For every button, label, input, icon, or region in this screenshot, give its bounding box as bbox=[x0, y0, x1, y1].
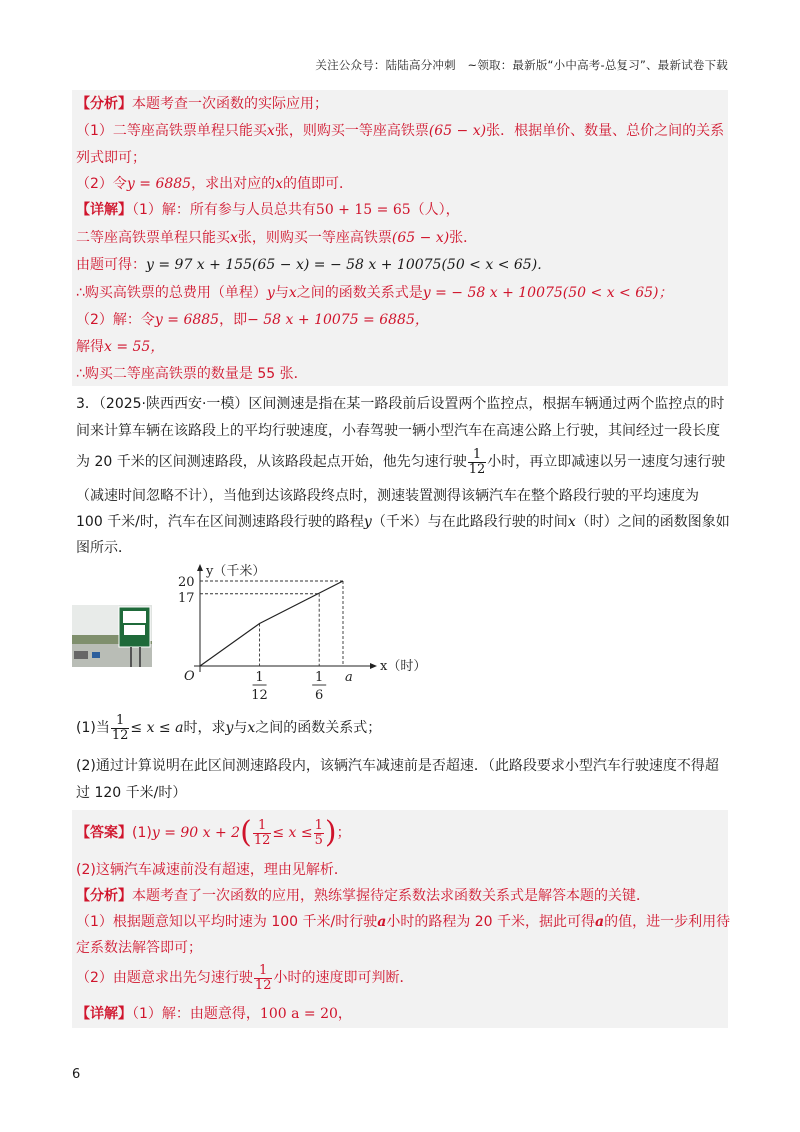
page-number: 6 bbox=[72, 1067, 81, 1082]
num: 1 bbox=[314, 817, 323, 833]
page-header: 关注公众号：陆陆高分冲刺 ~领取：最新版“小中高考-总复习”、最新试卷下载 bbox=[315, 58, 728, 72]
equation: − 58 x + 10075 = 6885， bbox=[247, 312, 429, 328]
text: (2)这辆汽车减速前没有超速，理由见解析． bbox=[76, 862, 348, 878]
distance-time-graph bbox=[170, 560, 427, 705]
text: 张，则购买一等座高铁票 bbox=[274, 123, 429, 139]
den: 12 bbox=[254, 977, 272, 993]
q3-sub1 bbox=[76, 712, 381, 744]
y-tick-20: 20 bbox=[178, 575, 195, 590]
y-tick-17: 17 bbox=[178, 590, 195, 606]
answer-line-2 bbox=[76, 860, 348, 880]
analysis-tag: 【分析】 bbox=[76, 888, 132, 904]
var-a: a bbox=[377, 914, 387, 930]
text: （人）， bbox=[410, 202, 460, 218]
text: 由题可得： bbox=[76, 257, 146, 273]
num: 1 bbox=[253, 819, 272, 834]
q3-sub2-cont bbox=[76, 783, 186, 803]
q3-line-5 bbox=[76, 512, 730, 532]
road-sign-photo bbox=[72, 605, 152, 667]
detail-line-4 bbox=[76, 283, 673, 303]
text: （2）由题意求出先匀速行驶 bbox=[76, 970, 253, 986]
analysis-line bbox=[76, 94, 328, 114]
answer-tag: 【答案】 bbox=[76, 825, 132, 841]
text: 小时的路程为 20 千米，据此可得 bbox=[386, 914, 596, 930]
text: 之间的函数关系式是 bbox=[296, 285, 423, 301]
var-y: y bbox=[363, 514, 372, 530]
text: （1）二等座高铁票单程只能买 bbox=[76, 123, 267, 139]
paren-open: ( bbox=[240, 815, 252, 850]
analysis-text: 本题考查一次函数的实际应用； bbox=[132, 96, 328, 112]
text: (1)当 bbox=[76, 720, 110, 736]
text: 二等座高铁票单程只能买 bbox=[76, 230, 230, 246]
equation: 100 a = 20， bbox=[259, 1006, 352, 1022]
expr: x = 55， bbox=[104, 339, 165, 355]
expr: y = 6885 bbox=[126, 176, 192, 192]
y-axis-label: y（千米） bbox=[206, 564, 266, 579]
var-x: x bbox=[266, 123, 275, 139]
x-tick-1-12-den: 12 bbox=[251, 688, 268, 703]
var-x: x bbox=[567, 514, 576, 530]
text: 张．根据单价、数量、总价之间的关系 bbox=[486, 123, 725, 139]
var-a: a bbox=[595, 914, 605, 930]
detail-line-2 bbox=[76, 228, 477, 248]
text: 列式即可； bbox=[76, 150, 146, 166]
text: （千米）与在此路段行驶的时间 bbox=[371, 514, 568, 530]
x-axis-label: x（时） bbox=[380, 659, 427, 674]
den: 5 bbox=[314, 832, 323, 848]
detail-tag: 【详解】 bbox=[76, 1006, 132, 1022]
expr: (65 − x) bbox=[428, 123, 487, 139]
text: 为 20 千米的区间测速路段，从该路段起点开始，他先匀速行驶 bbox=[76, 454, 467, 470]
text: （2）解：令 bbox=[76, 312, 155, 328]
fraction-1-12 bbox=[468, 448, 487, 477]
analysis-p1-cont bbox=[76, 148, 146, 168]
inequality: ≤ x ≤ bbox=[272, 825, 313, 841]
text: 之间的函数关系式； bbox=[255, 720, 382, 736]
fraction-1-5 bbox=[314, 819, 324, 848]
var-x: x bbox=[247, 720, 256, 736]
detail-line-3 bbox=[76, 255, 551, 275]
text: 的值即可． bbox=[283, 176, 353, 192]
text: 小时的速度即可判断． bbox=[273, 970, 414, 986]
analysis2-p2 bbox=[76, 962, 413, 994]
text: 时，求 bbox=[183, 720, 226, 736]
num: 1 bbox=[468, 448, 487, 463]
text: 100 千米/时，汽车在区间测速路段行驶的路程 bbox=[76, 514, 364, 530]
origin-label: O bbox=[184, 669, 195, 684]
text: （1）解：由题意得， bbox=[132, 1006, 260, 1022]
expr: 50 + 15 = 65 bbox=[315, 202, 411, 218]
var-x: x bbox=[230, 230, 238, 246]
var-x: x bbox=[288, 285, 297, 301]
analysis-p2 bbox=[76, 174, 353, 194]
q3-line-3 bbox=[76, 446, 725, 478]
analysis2-p1 bbox=[76, 912, 730, 932]
analysis2-line bbox=[76, 886, 650, 906]
text: 与 bbox=[233, 720, 248, 736]
analysis-tag: 【分析】 bbox=[76, 96, 132, 112]
text: 与 bbox=[274, 285, 289, 301]
text: （1）解：所有参与人员总共有 bbox=[132, 202, 316, 218]
detail2-line bbox=[76, 1004, 352, 1024]
analysis2-p1-cont bbox=[76, 938, 202, 958]
y-axis-arrow bbox=[197, 564, 203, 571]
x-tick-1-6-num: 1 bbox=[315, 670, 324, 685]
q3-line-2 bbox=[76, 421, 720, 441]
paren-close: ) bbox=[324, 815, 337, 850]
detail-tag: 【详解】 bbox=[76, 202, 132, 218]
text: ∴购买高铁票的总费用（单程） bbox=[76, 285, 267, 301]
text: ，即 bbox=[219, 312, 248, 328]
text: 本题考查了一次函数的应用，熟练掌握待定系数法求函数关系式是解答本题的关键． bbox=[132, 888, 650, 904]
text: 图所示． bbox=[76, 540, 132, 556]
text: 的值，进一步利用待 bbox=[604, 914, 731, 930]
equation: y = − 58 x + 10075(50 < x < 65)； bbox=[422, 285, 673, 301]
x-tick-1-6-den: 6 bbox=[315, 688, 324, 703]
text: （2）令 bbox=[76, 176, 127, 192]
equation: y = 90 x + 2 bbox=[151, 825, 241, 841]
fraction-1-12 bbox=[111, 714, 130, 743]
analysis-p1 bbox=[76, 121, 724, 141]
text: 张，则购买一等座高铁票 bbox=[237, 230, 392, 246]
text: (2)通过计算说明在此区间测速路段内，该辆汽车减速前是否超速．（此路段要求小型汽车行驶速度不得超 bbox=[76, 758, 719, 774]
text: （时）之间的函数图象如 bbox=[575, 514, 730, 530]
text: ，求出对应的 bbox=[191, 176, 276, 192]
text: 3．（2025·陕西西安·一模）区间测速是指在某一路段前后设置两个监控点，根据车辆通过两个监控点的时 bbox=[76, 396, 725, 412]
fraction-1-12 bbox=[253, 819, 272, 848]
text: (1) bbox=[132, 825, 152, 841]
var-y: y bbox=[225, 720, 234, 736]
x-tick-1-12-num: 1 bbox=[255, 670, 264, 685]
text: 过 120 千米/时） bbox=[76, 785, 187, 801]
text: ∴购买二等座高铁票的数量是 55 张． bbox=[76, 366, 308, 382]
q3-sub2 bbox=[76, 756, 719, 776]
x-tick-a: a bbox=[345, 670, 353, 685]
text: 解得 bbox=[76, 339, 104, 355]
var-y: y bbox=[266, 285, 275, 301]
den: 12 bbox=[468, 461, 486, 477]
answer-line-1: 【答案】(1)y = 90 x + 2( $\frac{1}{12}$ ≤ x ≤ $\frac{1}{5}$ )； bbox=[76, 815, 351, 850]
q3-line-6 bbox=[76, 538, 132, 558]
detail-line-1 bbox=[76, 200, 460, 220]
text: （减速时间忽略不计），当他到达该路段终点时，测速装置测得该辆汽车在整个路段行驶的平均速度为 bbox=[76, 488, 699, 504]
den: 12 bbox=[111, 727, 129, 743]
detail-line-7 bbox=[76, 364, 308, 384]
var-x: x bbox=[275, 176, 283, 192]
x-axis-arrow bbox=[370, 663, 377, 669]
text: （1）根据题意知以平均时速为 100 千米/时行驶 bbox=[76, 914, 378, 930]
q3-line-1 bbox=[76, 394, 724, 414]
den: 12 bbox=[253, 832, 271, 848]
equation: y = 97 x + 155(65 − x) = − 58 x + 10075(50 < x < 65)． bbox=[146, 257, 552, 273]
num: 1 bbox=[111, 714, 130, 729]
fraction-1-12 bbox=[254, 964, 273, 993]
q3-line-4 bbox=[76, 486, 699, 506]
detail-line-6 bbox=[76, 337, 164, 357]
expr: y = 6885 bbox=[154, 312, 220, 328]
text: 小时，再立即减速以另一速度匀速行驶 bbox=[487, 454, 726, 470]
text: 张． bbox=[449, 230, 478, 246]
inequality: ≤ x ≤ a bbox=[130, 720, 184, 736]
text: 定系数法解答即可； bbox=[76, 940, 202, 956]
expr: (65 − x) bbox=[391, 230, 450, 246]
detail-line-5 bbox=[76, 310, 429, 330]
text: 间来计算车辆在该路段上的平均行驶速度，小春驾驶一辆小型汽车在高速公路上行驶，其间经过一段长度 bbox=[76, 423, 720, 439]
num: 1 bbox=[254, 964, 273, 979]
